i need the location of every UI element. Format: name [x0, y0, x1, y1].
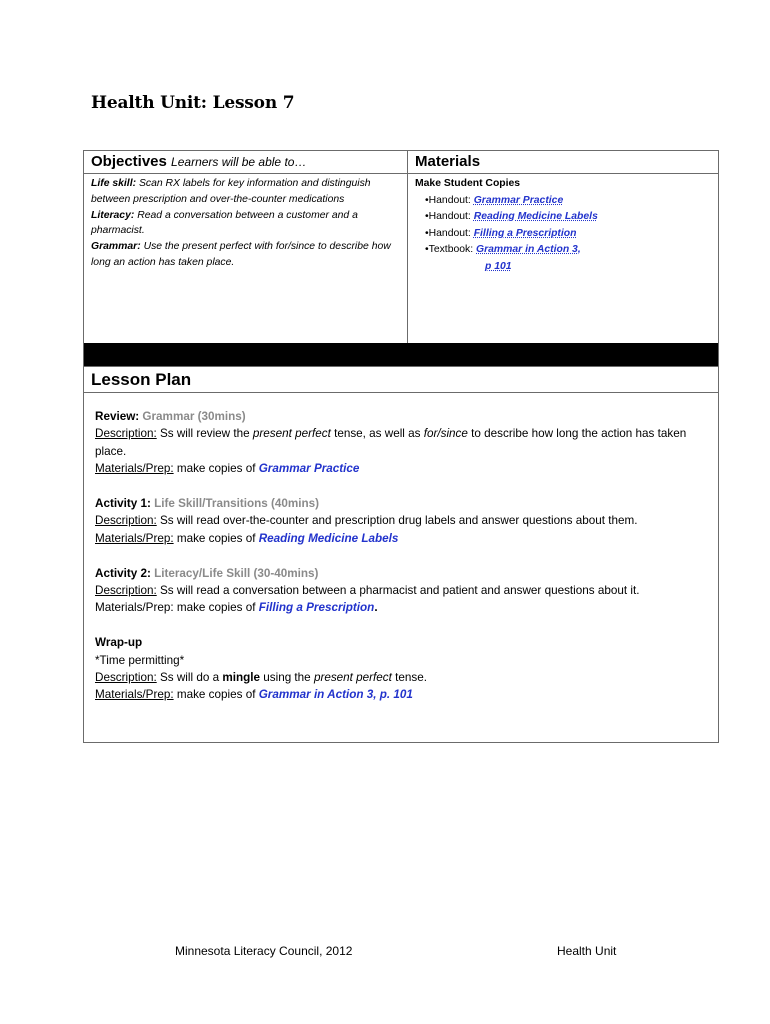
objective-text: Read a conversation between a customer and a pharmacist. — [91, 209, 358, 237]
lesson-plan-heading: Lesson Plan — [91, 370, 192, 389]
material-type: Handout: — [428, 194, 471, 206]
materials-prep-label: Materials/Prep: — [95, 688, 174, 702]
activity1-topic: Life Skill/Transitions (40mins) — [154, 497, 320, 511]
grammar-in-action-page-link[interactable]: p 101 — [485, 260, 512, 272]
description-text: Ss will do a — [156, 671, 223, 685]
material-type: Handout: — [428, 227, 471, 239]
objective-label: Literacy: — [91, 209, 135, 221]
filling-a-prescription-link[interactable]: Filling a Prescription — [473, 227, 577, 239]
activity2-label: Activity 2: — [95, 566, 151, 580]
materials-heading: Materials — [415, 153, 481, 170]
grammar-in-action-link[interactable]: Grammar in Action 3, — [476, 244, 581, 255]
page-title: Health Unit: Lesson 7 — [91, 93, 295, 113]
lesson-plan-divider — [84, 392, 718, 393]
prep-end-punct: . — [374, 601, 378, 615]
objectives-subheading: Learners will be able to… — [171, 155, 307, 169]
grammar-practice-link[interactable]: Grammar Practice — [473, 194, 564, 206]
objective-item — [91, 208, 401, 240]
description-bold: mingle — [222, 671, 260, 685]
grammar-practice-ref[interactable]: Grammar Practice — [258, 462, 360, 476]
black-separator-band — [84, 343, 718, 366]
objective-text: Use the present perfect with for/since to describe how long an action has taken place. — [91, 241, 391, 268]
materials-prep-label: Materials/Prep: — [95, 601, 174, 615]
material-type: Handout: — [428, 211, 471, 222]
objectives-list — [91, 176, 401, 271]
description-label: Description: — [95, 427, 157, 441]
grammar-in-action-ref[interactable]: Grammar in Action 3, p. 101 — [258, 688, 413, 702]
description-label: Description: — [95, 514, 157, 528]
wrapup-section — [95, 634, 710, 704]
objectives-materials-table — [83, 150, 719, 367]
description-text: Ss will read over-the-counter and prescription drug labels and answer questions about them. — [156, 514, 638, 528]
objectives-title: Objectives — [91, 153, 167, 170]
wrapup-label: Wrap-up — [95, 636, 143, 650]
activity1-section — [95, 495, 710, 547]
prep-text: make copies of — [173, 462, 259, 476]
activity2-topic: Literacy/Life Skill (30-40mins) — [154, 566, 319, 580]
prep-text: make copies of — [173, 601, 259, 615]
materials-prep-label: Materials/Prep: — [95, 531, 174, 545]
objective-label: Grammar: — [91, 241, 141, 253]
lesson-plan-body — [95, 408, 710, 721]
material-item-continuation — [415, 259, 715, 276]
footer-unit: Health Unit — [557, 944, 617, 958]
bullet-icon: • — [425, 227, 429, 239]
reading-medicine-labels-ref[interactable]: Reading Medicine Labels — [258, 531, 399, 545]
footer-organization: Minnesota Literacy Council, 2012 — [175, 944, 353, 958]
objective-label: Life skill: — [91, 178, 137, 189]
wrapup-note: *Time permitting* — [95, 653, 185, 667]
prep-text: make copies of — [173, 688, 259, 702]
material-item — [415, 193, 715, 210]
bullet-icon: • — [425, 244, 429, 255]
description-text: using the — [260, 671, 314, 685]
filling-a-prescription-ref[interactable]: Filling a Prescription — [258, 601, 375, 615]
description-label: Description: — [95, 584, 157, 598]
materials-list — [415, 176, 715, 275]
material-item — [415, 209, 715, 226]
column-divider — [407, 151, 408, 343]
prep-text: make copies of — [173, 531, 259, 545]
description-text: tense. — [391, 671, 427, 685]
reading-medicine-labels-link[interactable]: Reading Medicine Labels — [473, 211, 598, 222]
materials-subheading: Make Student Copies — [415, 178, 521, 189]
description-emphasis: for/since — [423, 427, 468, 441]
description-text: Ss will read a conversation between a pharmacist and patient and answer questions about it. — [156, 584, 640, 598]
review-topic: Grammar (30mins) — [142, 410, 246, 423]
objective-item — [91, 176, 401, 208]
description-emphasis: present perfect — [313, 671, 392, 685]
objectives-heading — [91, 153, 306, 170]
review-section — [95, 408, 710, 478]
material-type: Textbook: — [428, 244, 474, 255]
description-text: to describe how long the action has taken place. — [95, 427, 687, 458]
review-label: Review: — [95, 410, 140, 423]
description-label: Description: — [95, 671, 157, 685]
bullet-icon: • — [425, 194, 429, 206]
activity1-label: Activity 1: — [95, 497, 151, 511]
description-emphasis: present perfect — [252, 427, 331, 441]
material-item — [415, 226, 715, 243]
activity2-section — [95, 565, 710, 617]
material-item — [415, 242, 715, 259]
header-row-divider — [84, 173, 718, 174]
materials-prep-label: Materials/Prep: — [95, 462, 174, 476]
description-text: tense, as well as — [330, 427, 424, 441]
objective-text: Scan RX labels for key information and distinguish between prescription and over-the-counter medications — [91, 178, 371, 205]
bullet-icon: • — [425, 211, 429, 222]
lesson-plan-box — [83, 367, 719, 743]
description-text: Ss will review the — [156, 427, 253, 441]
objective-item — [91, 239, 401, 271]
